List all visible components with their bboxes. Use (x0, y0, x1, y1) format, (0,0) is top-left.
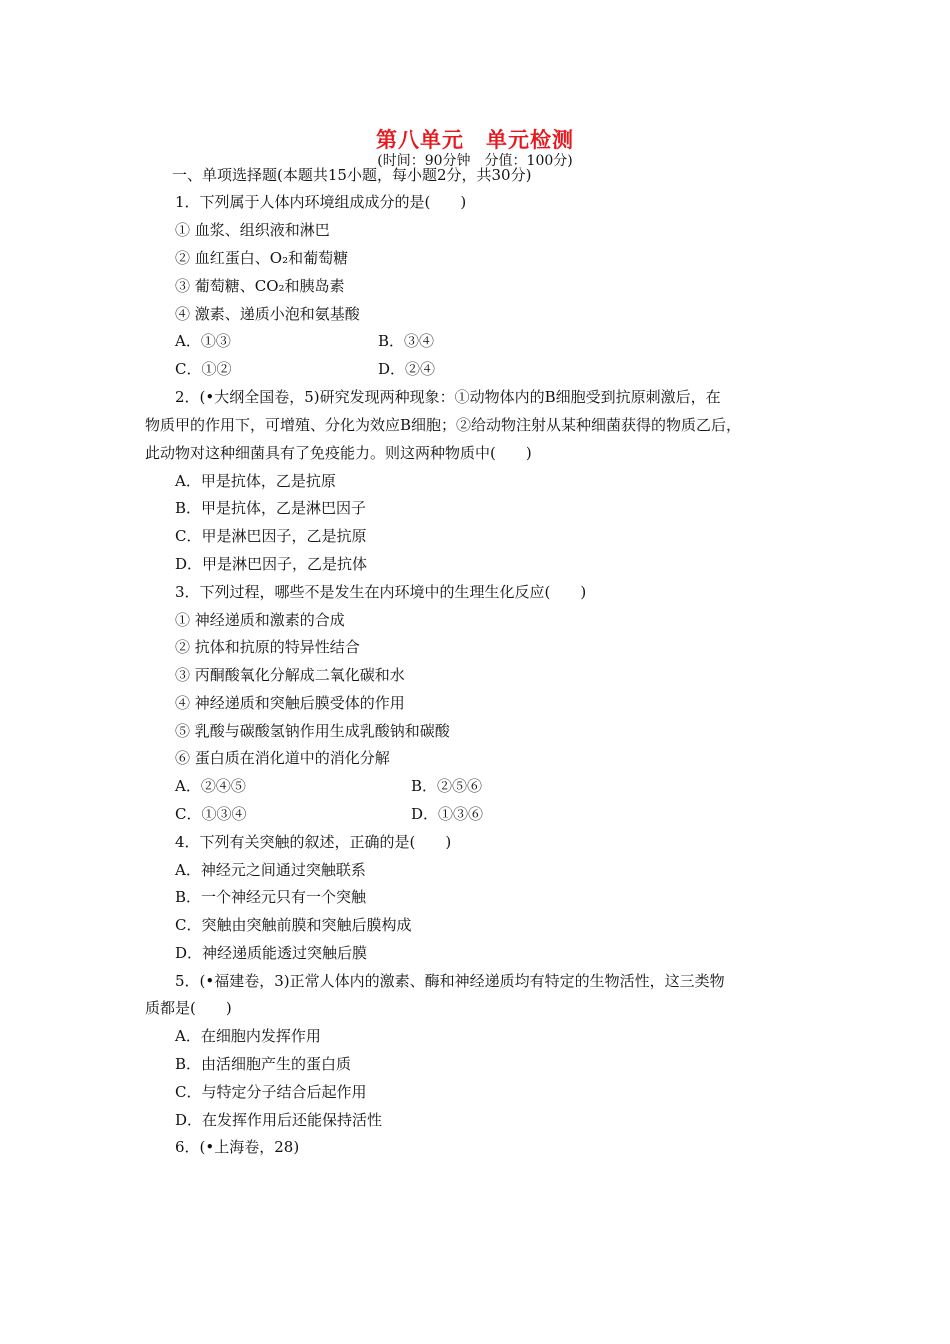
q1-item: ① 血浆、组织液和淋巴 (175, 221, 330, 239)
q1-stem: 1．下列属于人体内环境组成成分的是( ) (175, 193, 467, 211)
q1-option-a: A．①③ (175, 332, 231, 350)
q3-option-c: C．①③④ (175, 805, 247, 823)
q1-option-b: B．③④ (378, 332, 435, 350)
q1-item: ② 血红蛋白、O₂和葡萄糖 (175, 249, 349, 267)
q1-option-d: D．②④ (378, 360, 436, 378)
q5-option-b: B．由活细胞产生的蛋白质 (175, 1055, 352, 1073)
page-title: 第八单元 单元检测 (376, 127, 574, 152)
q4-option-c: C．突触由突触前膜和突触后膜构成 (175, 916, 412, 934)
q4-stem: 4．下列有关突触的叙述，正确的是( ) (175, 833, 452, 851)
q6-stem: 6．(•上海卷，28) (175, 1138, 300, 1156)
q5-option-a: A．在细胞内发挥作用 (175, 1027, 321, 1045)
q3-item: ⑤ 乳酸与碳酸氢钠作用生成乳酸钠和碳酸 (175, 722, 450, 740)
q4-option-d: D．神经递质能透过突触后膜 (175, 944, 368, 962)
q2-option-a: A．甲是抗体，乙是抗原 (175, 472, 336, 490)
q1-item: ③ 葡萄糖、CO₂和胰岛素 (175, 277, 345, 295)
q4-option-a: A．神经元之间通过突触联系 (175, 861, 366, 879)
q5-stem-line: 5．(•福建卷，3)正常人体内的激素、酶和神经递质均有特定的生物活性，这三类物 (175, 972, 725, 990)
q2-stem-line: 物质甲的作用下，可增殖、分化为效应B细胞；②给动物注射从某种细菌获得的物质乙后， (145, 416, 742, 434)
q3-item: ③ 丙酮酸氧化分解成二氧化碳和水 (175, 666, 405, 684)
q2-stem-line: 2．(•大纲全国卷，5)研究发现两种现象：①动物体内的B细胞受到抗原刺激后，在 (175, 388, 721, 406)
q1-option-c: C．①② (175, 360, 232, 378)
q3-item: ① 神经递质和激素的合成 (175, 611, 345, 629)
q3-item: ⑥ 蛋白质在消化道中的消化分解 (175, 749, 390, 767)
section-heading: 一、单项选择题(本题共15小题，每小题2分，共30分) (172, 166, 532, 184)
q2-stem-line: 此动物对这种细菌具有了免疫能力。则这两种物质中( ) (145, 444, 532, 462)
q5-option-d: D．在发挥作用后还能保持活性 (175, 1111, 383, 1129)
q3-option-d: D．①③⑥ (411, 805, 484, 823)
q3-stem: 3．下列过程，哪些不是发生在内环境中的生理生化反应( ) (175, 583, 587, 601)
q1-item: ④ 激素、递质小泡和氨基酸 (175, 305, 360, 323)
q2-option-c: C．甲是淋巴因子，乙是抗原 (175, 527, 367, 545)
q3-option-a: A．②④⑤ (175, 777, 246, 795)
q2-option-d: D．甲是淋巴因子，乙是抗体 (175, 555, 368, 573)
q5-option-c: C．与特定分子结合后起作用 (175, 1083, 367, 1101)
q4-option-b: B．一个神经元只有一个突触 (175, 888, 367, 906)
exam-info: (时间：90分钟 分值：100分) (377, 153, 573, 169)
q3-option-b: B．②⑤⑥ (411, 777, 483, 795)
q2-option-b: B．甲是抗体，乙是淋巴因子 (175, 499, 367, 517)
q3-item: ④ 神经递质和突触后膜受体的作用 (175, 694, 405, 712)
q5-stem-line: 质都是( ) (145, 999, 232, 1017)
q3-item: ② 抗体和抗原的特异性结合 (175, 638, 360, 656)
